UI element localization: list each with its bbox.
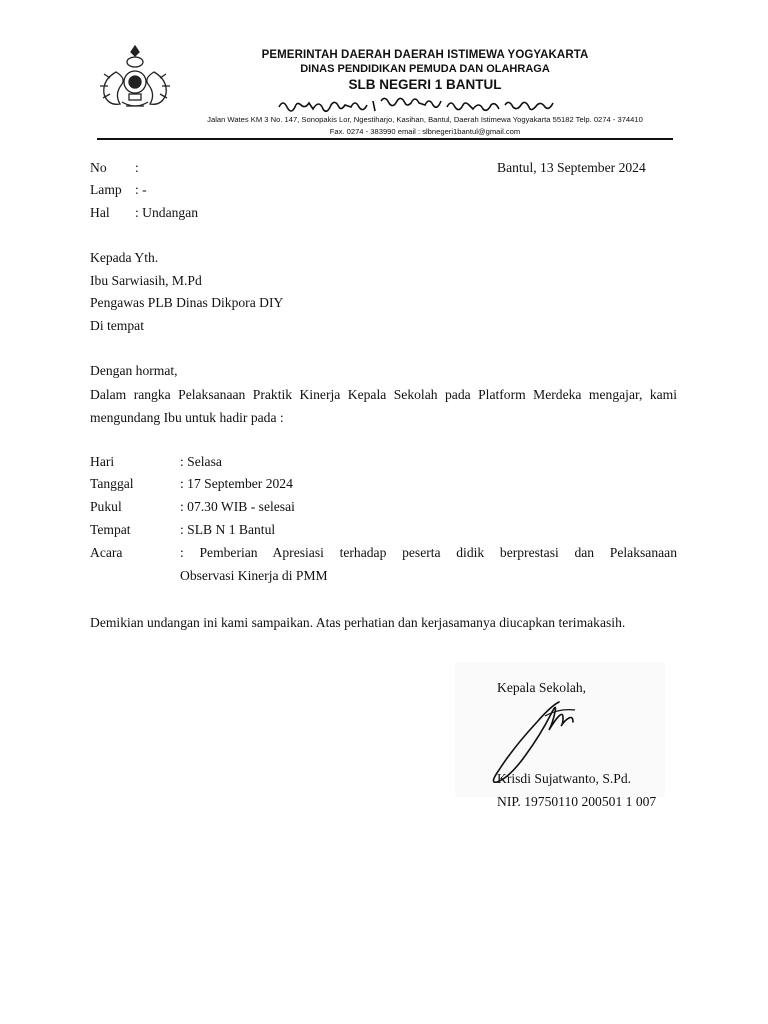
letterhead-logo: [96, 42, 174, 114]
pukul-value: : 07.30 WIB - selesai: [180, 499, 295, 514]
letterhead-line2: DINAS PENDIDIKAN PEMUDA DAN OLAHRAGA: [300, 63, 550, 75]
hari-value: : Selasa: [180, 454, 222, 469]
hal-label: Hal: [90, 205, 110, 220]
recipient-line2: Ibu Sarwiasih, M.Pd: [90, 273, 202, 288]
letterhead-contact: Fax. 0274 - 383990 email : slbnegeri1bantul@gmail.com: [329, 127, 521, 136]
lamp-value: : -: [135, 182, 147, 197]
no-label: No: [90, 160, 107, 175]
acara-value-cont: Observasi Kinerja di PMM: [180, 568, 328, 583]
yogyakarta-crest-icon: [96, 42, 174, 114]
signature-title: Kepala Sekolah,: [497, 680, 587, 695]
letterhead-divider: [97, 138, 673, 140]
greeting: Dengan hormat,: [90, 363, 178, 378]
hal-value: : Undangan: [135, 205, 199, 220]
recipient-line1: Kepada Yth.: [90, 250, 159, 265]
letterhead-line3: SLB NEGERI 1 BANTUL: [348, 77, 502, 92]
pukul-label: Pukul: [90, 499, 122, 514]
tempat-label: Tempat: [90, 522, 131, 537]
recipient-line4: Di tempat: [90, 318, 144, 333]
tempat-value: : SLB N 1 Bantul: [180, 522, 276, 537]
acara-value: : Pemberian Apresiasi terhadap peserta didik berprestasi dan Pelaksanaan: [180, 545, 677, 560]
letterhead-text: [170, 48, 680, 137]
intro-paragraph: Dalam rangka Pelaksanaan Praktik Kinerja Kepala Sekolah pada Platform Merdeka mengajar, kami mengundang Ibu untuk hadir pada :: [90, 387, 677, 425]
signatory-nip: NIP. 19750110 200501 1 007: [497, 794, 657, 809]
tanggal-value: : 17 September 2024: [180, 476, 293, 491]
signatory-name: Krisdi Sujatwanto, S.Pd.: [497, 771, 632, 786]
place-date: Bantul, 13 September 2024: [497, 160, 646, 175]
letterhead-address: Jalan Wates KM 3 No. 147, Sonopakis Lor, Ngestiharjo, Kasihan, Bantul, Daerah Istimewa Yogyakarta 55182 Telp. 0274 - 374410: [207, 115, 643, 124]
letterhead-line1: PEMERINTAH DAERAH DAERAH ISTIMEWA YOGYAKARTA: [261, 49, 589, 61]
hari-label: Hari: [90, 454, 115, 469]
javanese-script-line: [275, 95, 575, 113]
closing-paragraph: Demikian undangan ini kami sampaikan. Atas perhatian dan kerjasamanya diucapkan terimakasih.: [90, 615, 626, 630]
lamp-label: Lamp: [90, 182, 122, 197]
recipient-line3: Pengawas PLB Dinas Dikpora DIY: [90, 295, 284, 310]
no-value: :: [135, 160, 139, 175]
tanggal-label: Tanggal: [90, 476, 134, 491]
acara-label: Acara: [90, 545, 123, 560]
